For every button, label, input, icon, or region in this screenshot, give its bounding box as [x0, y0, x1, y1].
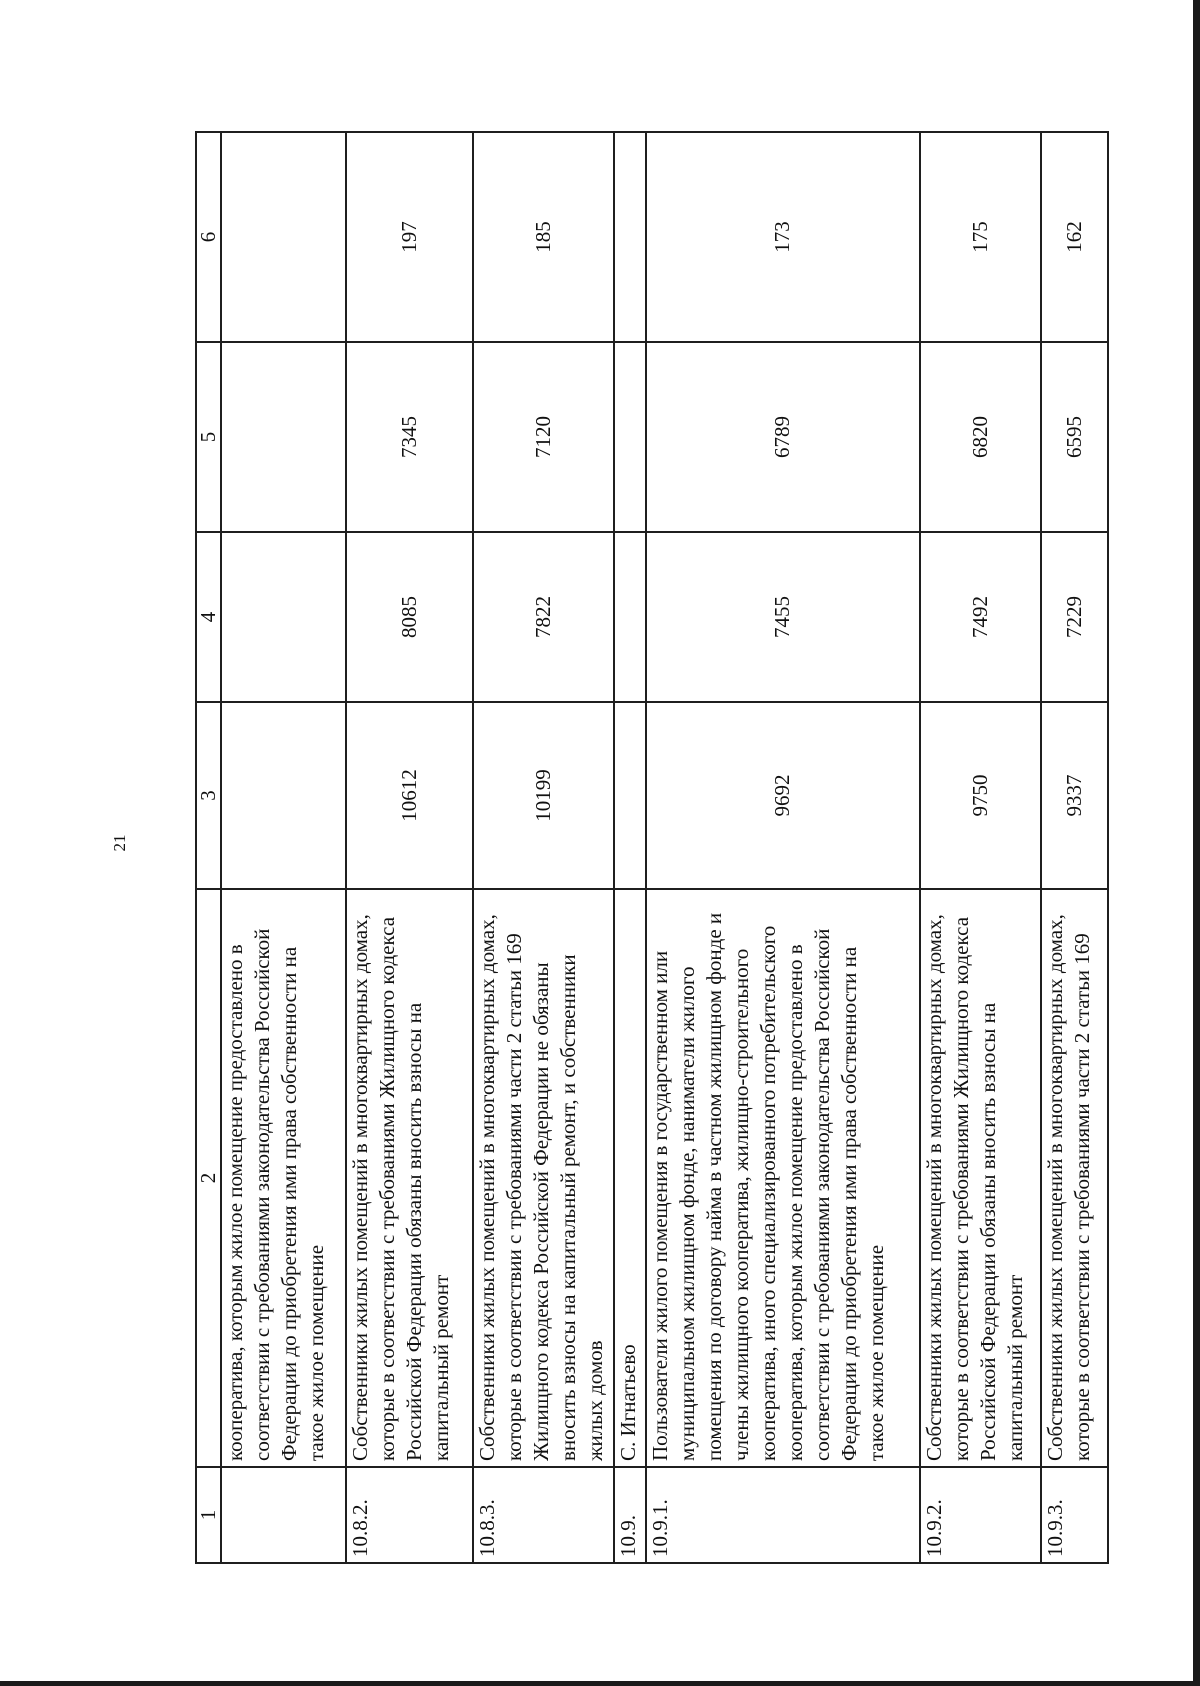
row-code: 10.8.2. [346, 1467, 472, 1563]
table-row [614, 132, 646, 1563]
row-value-col4: 7492 [920, 532, 1041, 702]
row-value-col3 [221, 702, 346, 889]
header-col-2: 2 [196, 889, 221, 1467]
table-row [646, 132, 919, 1563]
table-row [1041, 132, 1108, 1563]
row-value-col3: 9337 [1041, 702, 1108, 889]
header-col-1: 1 [196, 1467, 221, 1563]
row-value-col3: 9692 [646, 702, 919, 889]
row-value-col6 [614, 132, 646, 342]
header-col-4: 4 [196, 532, 221, 702]
row-value-col5: 7345 [346, 342, 472, 532]
row-code [221, 1467, 346, 1563]
row-value-col5: 6820 [920, 342, 1041, 532]
row-description: Собственники жилых помещений в многоквартирных домах, которые в соответствии с требованиями Жилищного кодекса Российской Федерации обязаны вносить взносы на капитальный ремонт [920, 889, 1041, 1467]
scan-edge-bottom [0, 1681, 1200, 1686]
header-col-3: 3 [196, 702, 221, 889]
table-row [920, 132, 1041, 1563]
row-value-col3 [614, 702, 646, 889]
row-description: кооператива, которым жилое помещение предоставлено в соответствии с требованиями законодательства Российской Федерации до приобретения ими права собственности на такое жилое помещение [221, 889, 346, 1467]
row-code: 10.9.1. [646, 1467, 919, 1563]
table-header-row [196, 132, 221, 1563]
table-row [473, 132, 615, 1563]
row-description: Собственники жилых помещений в многоквартирных домах, которые в соответствии с требованиями Жилищного кодекса Российской Федерации обязаны вносить взносы на капитальный ремонт [346, 889, 472, 1467]
row-value-col6: 173 [646, 132, 919, 342]
row-value-col3: 10199 [473, 702, 615, 889]
scan-edge-right [1193, 0, 1200, 1686]
header-col-5: 5 [196, 342, 221, 532]
row-value-col6: 175 [920, 132, 1041, 342]
row-code: 10.9.3. [1041, 1467, 1108, 1563]
row-value-col6 [221, 132, 346, 342]
row-value-col3: 9750 [920, 702, 1041, 889]
table-row [346, 132, 472, 1563]
tariff-table [195, 131, 1109, 1564]
row-description: Пользователи жилого помещения в государственном или муниципальном жилищном фонде, наниматели жилого помещения по договору найма в частном жилищном фонде и члены жилищного кооператива, жилищно-строительного кооператива, иного специализированного потребительского кооператива, которым жилое помещение предоставлено в соответствии с требованиями законодательства Российской Федерации до приобретения ими права собственности на такое жилое помещение [646, 889, 919, 1467]
row-value-col5: 7120 [473, 342, 615, 532]
header-col-6: 6 [196, 132, 221, 342]
table-rotated-container [195, 133, 1109, 1564]
row-value-col5: 6789 [646, 342, 919, 532]
row-value-col4: 8085 [346, 532, 472, 702]
row-code: 10.9.2. [920, 1467, 1041, 1563]
row-value-col4 [221, 532, 346, 702]
row-description: С. Игнатьево [614, 889, 646, 1467]
row-value-col5 [221, 342, 346, 532]
row-description: Собственники жилых помещений в многоквартирных домах, которые в соответствии с требованиями части 2 статьи 169 [1041, 889, 1108, 1467]
row-value-col3: 10612 [346, 702, 472, 889]
row-value-col4: 7455 [646, 532, 919, 702]
row-code: 10.8.3. [473, 1467, 615, 1563]
row-value-col4: 7229 [1041, 532, 1108, 702]
row-value-col6: 185 [473, 132, 615, 342]
row-value-col6: 197 [346, 132, 472, 342]
page-number: 21 [110, 834, 129, 852]
row-value-col5: 6595 [1041, 342, 1108, 532]
table-row [221, 132, 346, 1563]
row-description: Собственники жилых помещений в многоквартирных домах, которые в соответствии с требованиями части 2 статьи 169 Жилищного кодекса Российской Федерации не обязаны вносить взносы на капитальный ремонт, и собственники жилых домов [473, 889, 615, 1467]
row-value-col4 [614, 532, 646, 702]
row-value-col6: 162 [1041, 132, 1108, 342]
row-code: 10.9. [614, 1467, 646, 1563]
row-value-col4: 7822 [473, 532, 615, 702]
row-value-col5 [614, 342, 646, 532]
